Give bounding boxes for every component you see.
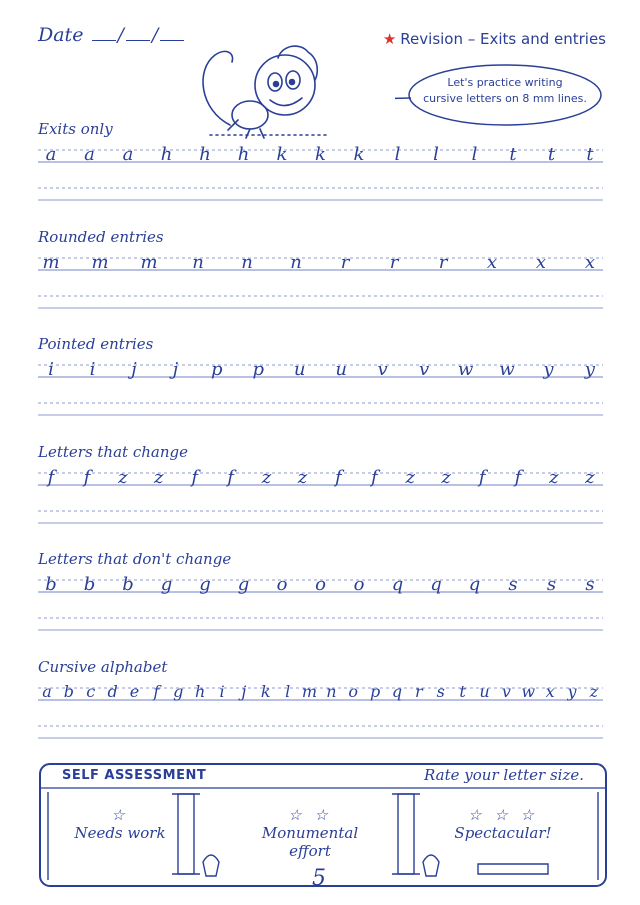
letter-model: q: [468, 574, 481, 595]
letter-model: g: [160, 574, 173, 595]
letter-model: e: [129, 681, 140, 701]
letter-model: p: [211, 359, 223, 380]
letter-model: a: [84, 144, 95, 165]
letter-model: f: [478, 466, 486, 488]
letter-model: z: [261, 466, 272, 488]
letter-model: a: [42, 681, 52, 701]
letter-model: o: [348, 681, 359, 701]
letter-model: j: [172, 359, 179, 380]
letter-model: y: [584, 359, 595, 380]
rating-label: Monumental effort: [261, 824, 359, 860]
letter-model: t: [586, 144, 594, 165]
page-title: [383, 30, 606, 48]
letter-model: a: [45, 144, 57, 165]
letter-model: v: [377, 359, 388, 380]
letter-model: g: [173, 681, 184, 701]
self-assessment-prompt: Rate your letter size.: [424, 766, 584, 784]
letter-model: m: [42, 251, 60, 273]
letter-model: q: [430, 574, 442, 595]
speech-line-2: cursive letters on 8 mm lines.: [423, 92, 587, 105]
letter-model: q: [391, 574, 404, 595]
letter-model: h: [237, 144, 250, 165]
star-icon: ★: [382, 30, 397, 48]
letter-model: r: [389, 251, 399, 273]
date-label: Date: [38, 24, 84, 46]
letter-model: x: [545, 681, 555, 701]
letter-model: z: [549, 466, 559, 488]
letter-model: z: [297, 466, 308, 488]
letter-model: z: [441, 466, 451, 488]
speech-bubble-text: [410, 75, 600, 107]
letter-model: s: [436, 681, 445, 701]
letter-model: v: [501, 681, 511, 701]
letter-model: n: [290, 251, 302, 273]
letter-model: k: [315, 144, 326, 165]
letter-model: b: [45, 574, 57, 595]
letter-model: f: [47, 466, 55, 488]
letter-model: t: [509, 144, 517, 165]
self-assessment-heading: SELF ASSESSMENT: [62, 768, 207, 783]
date-field[interactable]: [38, 24, 186, 46]
letter-model: l: [471, 144, 478, 165]
letter-model: c: [86, 681, 96, 701]
letter-model: i: [48, 359, 54, 380]
letter-model: i: [219, 681, 225, 701]
letter-model: f: [153, 681, 160, 701]
section-title: Pointed entries: [38, 335, 154, 353]
letter-model: z: [154, 466, 164, 488]
letter-model: k: [276, 144, 288, 165]
letter-model: l: [433, 144, 439, 165]
rating-spectacular[interactable]: [448, 806, 558, 842]
section-title: Letters that change: [38, 442, 188, 461]
letter-model: z: [118, 466, 128, 488]
letter-model: m: [140, 251, 158, 273]
letter-model: i: [89, 359, 96, 380]
letter-model: u: [293, 359, 306, 380]
letter-model: z: [405, 466, 415, 488]
letter-model: s: [546, 574, 557, 595]
letter-model: y: [543, 359, 554, 380]
letter-model: v: [418, 359, 430, 380]
letter-model: b: [83, 574, 96, 595]
letter-model: h: [160, 144, 173, 165]
letter-model: l: [394, 144, 401, 165]
letter-model: d: [107, 681, 118, 701]
letter-model: g: [237, 574, 250, 595]
letter-model: h: [194, 681, 206, 701]
letter-model: p: [370, 681, 381, 701]
letter-model: s: [508, 574, 518, 595]
date-day-blank[interactable]: [92, 26, 116, 41]
letter-model: f: [227, 466, 234, 488]
letter-model: z: [585, 466, 595, 488]
section-title: Rounded entries: [38, 227, 164, 246]
section-title: Exits only: [38, 120, 113, 138]
letter-model: x: [486, 251, 498, 273]
page-title-text: Revision – Exits and entries: [400, 30, 606, 48]
speech-line-1: Let's practice writing: [447, 76, 563, 89]
letter-model: f: [191, 466, 199, 488]
letter-row: [38, 252, 603, 273]
letter-model: w: [521, 681, 536, 701]
letter-model: b: [122, 574, 134, 595]
letter-model: r: [340, 251, 350, 273]
letter-model: m: [91, 251, 109, 273]
rating-star-icon: ☆ ☆ ☆: [468, 806, 538, 824]
letter-model: y: [567, 681, 577, 701]
letter-row: [38, 682, 603, 701]
letter-model: f: [514, 466, 522, 488]
letter-row: [38, 467, 603, 488]
letter-model: g: [199, 574, 211, 595]
letter-model: n: [326, 681, 337, 701]
letter-model: a: [122, 144, 134, 165]
letter-model: h: [199, 144, 211, 165]
letter-model: l: [285, 681, 291, 701]
letter-row: [38, 144, 603, 165]
letter-row: [38, 359, 603, 380]
rating-star-icon: ☆ ☆: [288, 806, 332, 824]
monkey-illustration: [190, 30, 340, 140]
date-year-blank[interactable]: [160, 26, 184, 41]
letter-model: j: [131, 359, 137, 380]
letter-model: f: [83, 466, 91, 488]
letter-model: u: [335, 359, 347, 380]
letter-model: f: [335, 466, 342, 488]
letter-model: r: [438, 251, 448, 273]
letter-model: t: [459, 681, 466, 701]
section-title: Letters that don't change: [38, 550, 232, 568]
letter-model: r: [415, 681, 423, 701]
letter-model: n: [192, 251, 204, 273]
letter-model: u: [479, 681, 490, 701]
rating-label: Spectacular!: [454, 824, 552, 842]
letter-model: x: [535, 251, 547, 273]
letter-model: w: [457, 359, 474, 380]
letter-model: n: [241, 251, 253, 273]
letter-model: w: [499, 359, 515, 380]
date-separator-2: /: [151, 24, 159, 46]
letter-row: [38, 574, 603, 595]
date-month-blank[interactable]: [126, 26, 150, 41]
letter-model: x: [584, 251, 596, 273]
letter-model: p: [252, 359, 265, 380]
letter-model: o: [315, 574, 326, 595]
letter-model: z: [589, 681, 599, 701]
letter-model: k: [353, 144, 365, 165]
rating-needs-work[interactable]: [70, 806, 170, 842]
letter-model: o: [353, 574, 365, 595]
rating-label: Needs work: [74, 824, 166, 842]
date-separator-1: /: [117, 24, 124, 46]
letter-model: b: [63, 681, 74, 701]
section-title: Cursive alphabet: [38, 657, 168, 676]
letter-model: o: [276, 574, 288, 595]
letter-model: k: [260, 681, 271, 701]
letter-model: m: [301, 681, 318, 701]
letter-model: j: [241, 681, 247, 701]
page-number: 5: [312, 866, 326, 891]
letter-model: t: [547, 144, 556, 165]
rating-monumental-effort[interactable]: [240, 806, 380, 860]
letter-model: s: [585, 574, 595, 595]
rating-star-icon: ☆: [111, 806, 129, 824]
letter-model: f: [370, 466, 378, 488]
letter-model: q: [391, 681, 403, 701]
